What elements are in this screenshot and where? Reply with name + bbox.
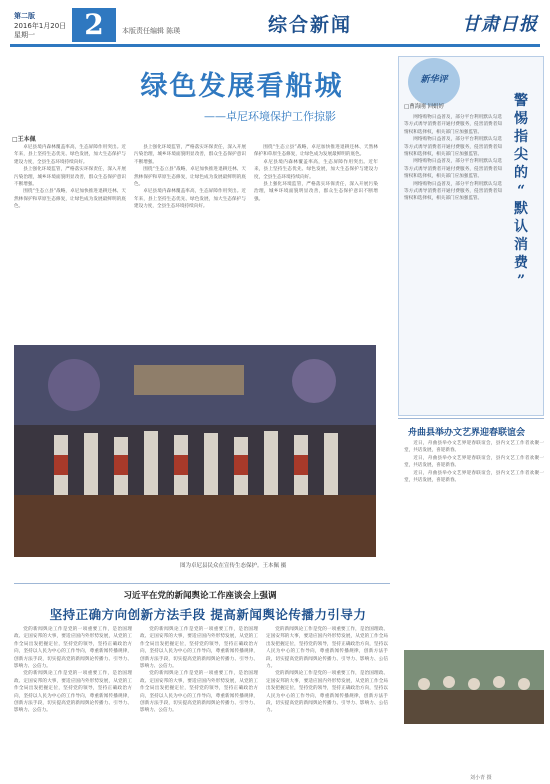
title-char: “ — [516, 183, 526, 199]
main-paragraph: 围绕“生态立县”战略，卓尼加快推进退耕还林、天然林保护和草原生态修复，让绿色成为发展最鲜明的底色。 — [134, 167, 246, 188]
divider — [398, 418, 544, 419]
title-char: 消 — [514, 237, 528, 253]
photo-caption: 图为卓尼县民众在宣传生态保护。王本佩 摄 — [180, 563, 287, 569]
main-paragraph: 县上强化环境监管，严格落实环保责任，深入开展污染治理，城乡环境面貌明显改善，群众生态保护意识不断增强。 — [254, 182, 378, 202]
issue-label: 第二版 — [14, 12, 35, 20]
newspaper-logo: 甘肃日报 — [462, 14, 538, 35]
main-headline: 绿色发展看船城 — [140, 71, 344, 102]
title-char: 的 — [514, 165, 528, 181]
issue-date: 2016年1月20日 — [14, 21, 67, 30]
title-char: 警 — [514, 93, 528, 109]
title-char: 费 — [514, 255, 528, 271]
title-char: ” — [516, 273, 526, 289]
group-photo-image — [404, 650, 544, 724]
commentary-body — [404, 114, 502, 410]
commentary-paragraph: 网络购物日益普及，部分平台利用默认勾选等方式诱导消费者开通付费服务，侵害消费者知情权和选择权，相关部门应加强监管。 — [404, 159, 502, 180]
main-byline: □王本佩 — [12, 136, 36, 143]
story2-headline: 舟曲县举办文艺界迎春联谊会 — [408, 428, 526, 438]
lead-paragraph: 党的新闻舆论工作是党的一项重要工作，是治国理政、定国安邦的大事，要适应国内外形势发展，从党的工作全局出发把握定位，坚持党的领导，坚持正确政治方向，坚持以人民为中心的工作导向，尊重新闻传播规律，创新方法手段，切实提高党的新闻舆论传播力、引导力、影响力、公信力。 — [140, 627, 258, 670]
title-char: 惕 — [514, 111, 528, 127]
lead-column-3 — [266, 626, 388, 772]
lead-paragraph: 党的新闻舆论工作是党的一项重要工作，是治国理政、定国安邦的大事，要适应国内外形势发展，从党的工作全局出发把握定位，坚持党的领导，坚持正确政治方向，坚持以人民为中心的工作导向，尊重新闻传播规律，创新方法手段，切实提高党的新闻舆论传播力、引导力、影响力、公信力。 — [266, 627, 388, 670]
issue-weekday: 星期一 — [14, 31, 35, 39]
stage-performance-image — [14, 345, 376, 557]
main-paragraph: 围绕“生态立县”战略，卓尼加快推进退耕还林、天然林保护和草原生态修复，让绿色成为发展最鲜明的底色。 — [14, 189, 126, 210]
main-subhead: ——卓尼环境保护工作掠影 — [204, 110, 336, 123]
story2-paragraph: 近日，舟曲县举办文艺界迎春联谊会，县内文艺工作者欢聚一堂，共话发展，喜迎新春。 — [404, 455, 544, 469]
lead-paragraph: 党的新闻舆论工作是党的一项重要工作，是治国理政、定国安邦的大事，要适应国内外形势发展，从党的工作全局出发把握定位，坚持党的领导，坚持正确政治方向，坚持以人民为中心的工作导向，尊重新闻传播规律，创新方法手段，切实提高党的新闻舆论传播力、引导力、影响力、公信力。 — [14, 627, 132, 670]
main-paragraph: 卓尼县境内森林覆盖率高，生态屏障作用突出。近年来，县上坚持生态优先、绿色发展，加大生态保护与建设力度，全县生态环境持续向好。 — [14, 145, 126, 165]
lead-paragraph: 党的新闻舆论工作是党的一项重要工作，是治国理政、定国安邦的大事，要适应国内外形势发展，从党的工作全局出发把握定位，坚持党的领导，坚持正确政治方向，坚持以人民为中心的工作导向，尊重新闻传播规律，创新方法手段，切实提高党的新闻舆论传播力、引导力、影响力、公信力。 — [14, 671, 132, 714]
section-title: 综合新闻 — [268, 14, 353, 36]
masthead-rule — [10, 44, 540, 47]
main-paragraph: 卓尼县境内森林覆盖率高，生态屏障作用突出。近年来，县上坚持生态优先、绿色发展，加大生态保护与建设力度，全县生态环境持续向好。 — [254, 159, 378, 180]
editors-line: 本版责任编辑 陈瑛 — [122, 27, 181, 35]
lead-kicker: 习近平在党的新闻舆论工作座谈会上强调 — [123, 591, 277, 601]
photo-credit: 刘小青 摄 — [470, 775, 492, 781]
title-char: 默 — [514, 201, 528, 217]
lead-paragraph: 党的新闻舆论工作是党的一项重要工作，是治国理政、定国安邦的大事，要适应国内外形势发展，从党的工作全局出发把握定位，坚持党的领导，坚持正确政治方向，坚持以人民为中心的工作导向，尊重新闻传播规律，创新方法手段，切实提高党的新闻舆论传播力、引导力、影响力、公信力。 — [266, 671, 388, 714]
issue-info — [14, 12, 72, 42]
title-char: 认 — [514, 219, 528, 235]
story2-photo — [404, 650, 544, 724]
masthead — [0, 0, 550, 46]
story2-paragraph: 近日，舟曲县举办文艺界迎春联谊会，县内文艺工作者欢聚一堂，共话发展，喜迎新春。 — [404, 441, 544, 454]
main-photo — [14, 345, 376, 557]
main-paragraph: 县上强化环境监管，严格落实环保责任，深入开展污染治理，城乡环境面貌明显改善，群众生态保护意识不断增强。 — [134, 145, 246, 165]
commentary-paragraph: 网络购物日益普及，部分平台利用默认勾选等方式诱导消费者开通付费服务，侵害消费者知情权和选择权，相关部门应加强监管。 — [404, 115, 502, 135]
commentary-badge: 新华评 — [420, 75, 448, 85]
lead-column-2 — [140, 626, 258, 772]
main-paragraph: 县上强化环境监管，严格落实环保责任，深入开展污染治理，城乡环境面貌明显改善，群众生态保护意识不断增强。 — [14, 167, 126, 188]
main-column-3 — [254, 144, 378, 339]
main-paragraph: 围绕“生态立县”战略，卓尼加快推进退耕还林、天然林保护和草原生态修复，让绿色成为发展最鲜明的底色。 — [254, 145, 378, 158]
story2-paragraph: 近日，舟曲县举办文艺界迎春联谊会，县内文艺工作者欢聚一堂，共话发展，喜迎新春。 — [404, 470, 544, 484]
commentary-paragraph: 网络购物日益普及，部分平台利用默认勾选等方式诱导消费者开通付费服务，侵害消费者知情权和选择权，相关部门应加强监管。 — [404, 137, 502, 158]
story2-body — [404, 440, 544, 645]
title-char: 尖 — [514, 147, 528, 163]
lead-paragraph: 党的新闻舆论工作是党的一项重要工作，是治国理政、定国安邦的大事，要适应国内外形势发展，从党的工作全局出发把握定位，坚持党的领导，坚持正确政治方向，坚持以人民为中心的工作导向，尊重新闻传播规律，创新方法手段，切实提高党的新闻舆论传播力、引导力、影响力、公信力。 — [140, 671, 258, 714]
main-column-1 — [14, 144, 126, 339]
lead-headline: 坚持正确方向创新方法手段 提高新闻舆论传播力引导力 — [49, 607, 367, 622]
page-number: 2 — [72, 8, 116, 42]
divider — [14, 583, 390, 584]
commentary-title-vertical — [506, 92, 536, 342]
commentary-paragraph: 网络购物日益普及，部分平台利用默认勾选等方式诱导消费者开通付费服务，侵害消费者知情权和选择权，相关部门应加强监管。 — [404, 181, 502, 202]
main-paragraph: 卓尼县境内森林覆盖率高，生态屏障作用突出。近年来，县上坚持生态优先、绿色发展，加大生态保护与建设力度，全县生态环境持续向好。 — [134, 189, 246, 210]
title-char: 指 — [514, 129, 528, 145]
main-column-2 — [134, 144, 246, 339]
commentary-author: □曹海刚 回娟婷 — [404, 104, 444, 110]
lead-column-1 — [14, 626, 132, 772]
